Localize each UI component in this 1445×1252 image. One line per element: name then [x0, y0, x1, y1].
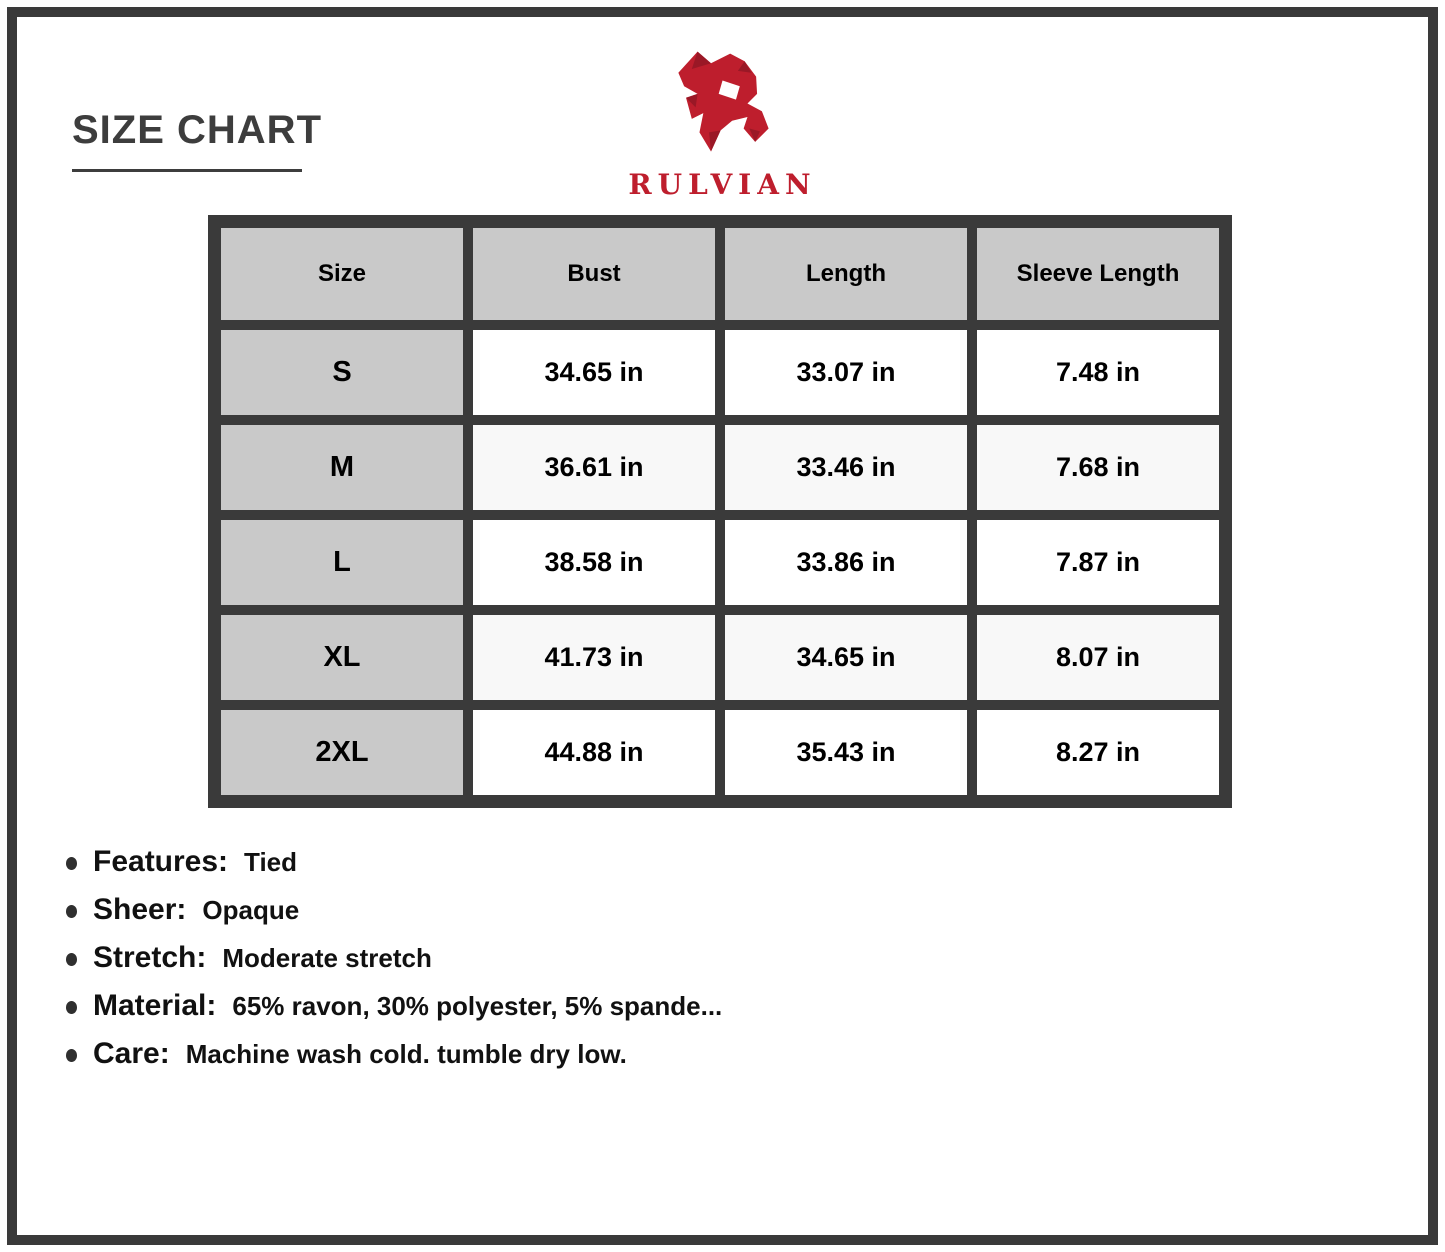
sleeve-length-cell: 7.48 in — [977, 330, 1219, 415]
bullet-icon — [66, 953, 77, 966]
bullet-icon — [66, 905, 77, 918]
bust-cell: 44.88 in — [473, 710, 715, 795]
size-cell: 2XL — [221, 710, 463, 795]
size-cell: S — [221, 330, 463, 415]
detail-value: Tied — [244, 847, 298, 877]
bust-cell: 38.58 in — [473, 520, 715, 605]
detail-label: Care: — [93, 1037, 170, 1070]
table-row-xl — [221, 615, 1219, 700]
bust-cell: 41.73 in — [473, 615, 715, 700]
length-cell: 33.07 in — [725, 330, 967, 415]
product-details-list — [66, 845, 722, 1085]
brand-name: RULVIAN — [628, 168, 817, 201]
length-cell: 34.65 in — [725, 615, 967, 700]
table-header-row — [221, 228, 1219, 320]
column-header-size: Size — [221, 228, 463, 320]
length-cell: 33.46 in — [725, 425, 967, 510]
bullet-icon — [66, 1001, 77, 1014]
list-item-stretch — [66, 941, 722, 978]
column-header-length: Length — [725, 228, 967, 320]
column-header-sleeve-length: Sleeve Length — [977, 228, 1219, 320]
list-item-care — [66, 1037, 722, 1074]
detail-label: Material: — [93, 989, 217, 1022]
length-cell: 33.86 in — [725, 520, 967, 605]
brand-logo — [0, 44, 1445, 201]
table-row-s — [221, 330, 1219, 415]
size-cell: L — [221, 520, 463, 605]
list-item-material — [66, 989, 722, 1026]
sleeve-length-cell: 8.07 in — [977, 615, 1219, 700]
detail-value: 65% ravon, 30% polyester, 5% spande... — [232, 991, 723, 1021]
page-title: SIZE CHART — [72, 108, 322, 152]
bullet-icon — [66, 1049, 77, 1062]
table-row-2xl — [221, 710, 1219, 795]
column-header-bust: Bust — [473, 228, 715, 320]
list-item-features — [66, 845, 722, 882]
bust-cell: 36.61 in — [473, 425, 715, 510]
detail-value: Machine wash cold. tumble dry low. — [185, 1039, 627, 1069]
detail-value: Opaque — [202, 895, 300, 925]
detail-label: Sheer: — [93, 893, 187, 926]
length-cell: 35.43 in — [725, 710, 967, 795]
detail-label: Features: — [93, 845, 229, 878]
size-chart-table — [208, 215, 1232, 808]
sleeve-length-cell: 7.87 in — [977, 520, 1219, 605]
sleeve-length-cell: 7.68 in — [977, 425, 1219, 510]
detail-value: Moderate stretch — [222, 943, 432, 973]
sleeve-length-cell: 8.27 in — [977, 710, 1219, 795]
brand-logo-icon — [660, 44, 786, 164]
size-cell: XL — [221, 615, 463, 700]
list-item-sheer — [66, 893, 722, 930]
table-row-l — [221, 520, 1219, 605]
detail-label: Stretch: — [93, 941, 207, 974]
table-row-m — [221, 425, 1219, 510]
size-cell: M — [221, 425, 463, 510]
bullet-icon — [66, 857, 77, 870]
bust-cell: 34.65 in — [473, 330, 715, 415]
